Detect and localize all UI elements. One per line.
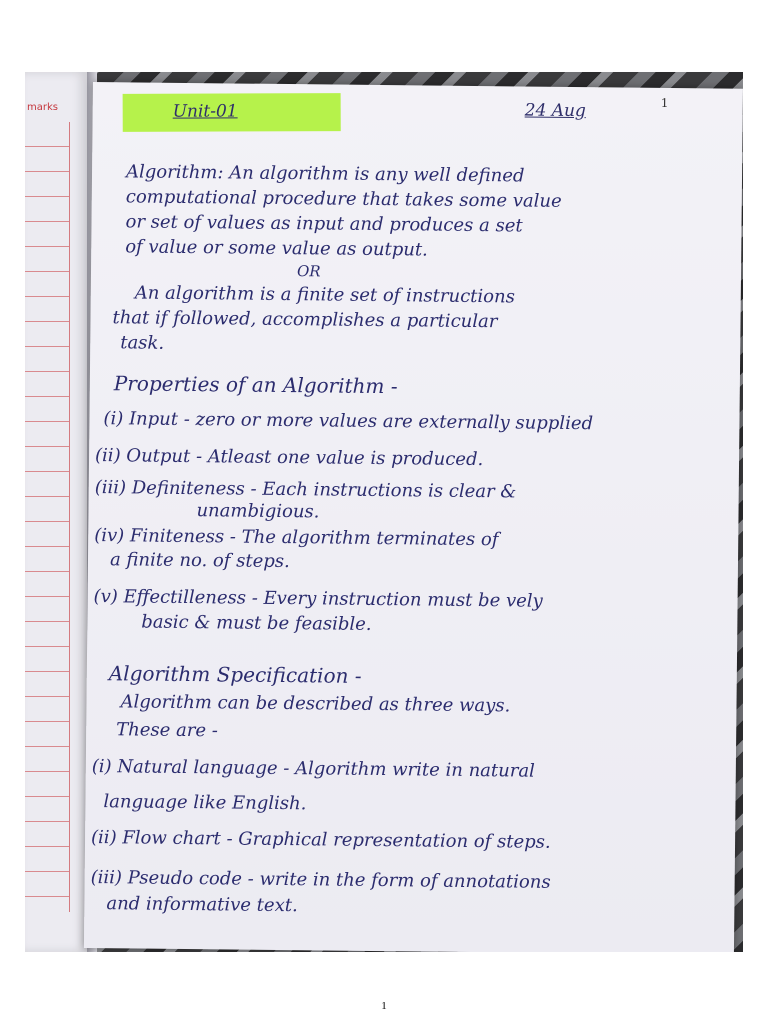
- alt-definition-line-2: that if followed, accomplishes a particular: [112, 307, 498, 333]
- way-natural-language-cont: language like English.: [103, 791, 307, 815]
- property-effectiveness: (v) Effectilleness - Every instruction must be vely: [93, 586, 543, 612]
- specification-line-2: These are -: [116, 719, 218, 742]
- marks-ruled-lines: [25, 122, 70, 912]
- property-definiteness-cont: unambigious.: [196, 500, 320, 523]
- specification-heading: Algorithm Specification -: [108, 661, 362, 688]
- property-effectiveness-cont: basic & must be feasible.: [141, 611, 372, 635]
- properties-heading: Properties of an Algorithm -: [113, 371, 398, 399]
- or-separator: OR: [296, 262, 321, 281]
- note-date: 24 Aug: [524, 100, 586, 122]
- specification-line-1: Algorithm can be described as three ways.: [120, 691, 511, 717]
- notebook-photo: [25, 72, 743, 952]
- property-finiteness-cont: a finite no. of steps.: [109, 549, 290, 573]
- marks-column-header: marks: [27, 102, 58, 113]
- way-natural-language: (i) Natural language - Algorithm write in natural: [91, 756, 535, 782]
- definition-line-4: of value or some value as output.: [125, 236, 428, 261]
- handwritten-page: [84, 82, 743, 952]
- property-finiteness: (iv) Finiteness - The algorithm terminates of: [94, 525, 499, 551]
- property-input: (i) Input - zero or more values are externally supplied: [103, 408, 594, 435]
- alt-definition-line-1: An algorithm is a finite set of instructions: [134, 282, 515, 308]
- alt-definition-line-3: task.: [120, 332, 165, 354]
- unit-title: Unit-01: [172, 101, 238, 122]
- definition-line-1: Algorithm: An algorithm is any well defined: [125, 161, 525, 187]
- left-notebook-page: [25, 72, 88, 952]
- property-output: (ii) Output - Atleast one value is produced.: [94, 445, 484, 471]
- definition-line-2: computational procedure that takes some value: [125, 186, 562, 212]
- way-pseudo-code-cont: and informative text.: [106, 893, 298, 917]
- way-pseudo-code: (iii) Pseudo code - write in the form of annotations: [90, 867, 551, 893]
- document-page-number: 1: [381, 1000, 387, 1012]
- property-definiteness: (iii) Definiteness - Each instructions is clear &: [94, 477, 517, 503]
- page-corner-number: 1: [660, 95, 669, 111]
- definition-line-3: or set of values as input and produces a set: [125, 211, 523, 237]
- way-flow-chart: (ii) Flow chart - Graphical representation of steps.: [90, 827, 551, 853]
- unit-highlight: [123, 93, 341, 132]
